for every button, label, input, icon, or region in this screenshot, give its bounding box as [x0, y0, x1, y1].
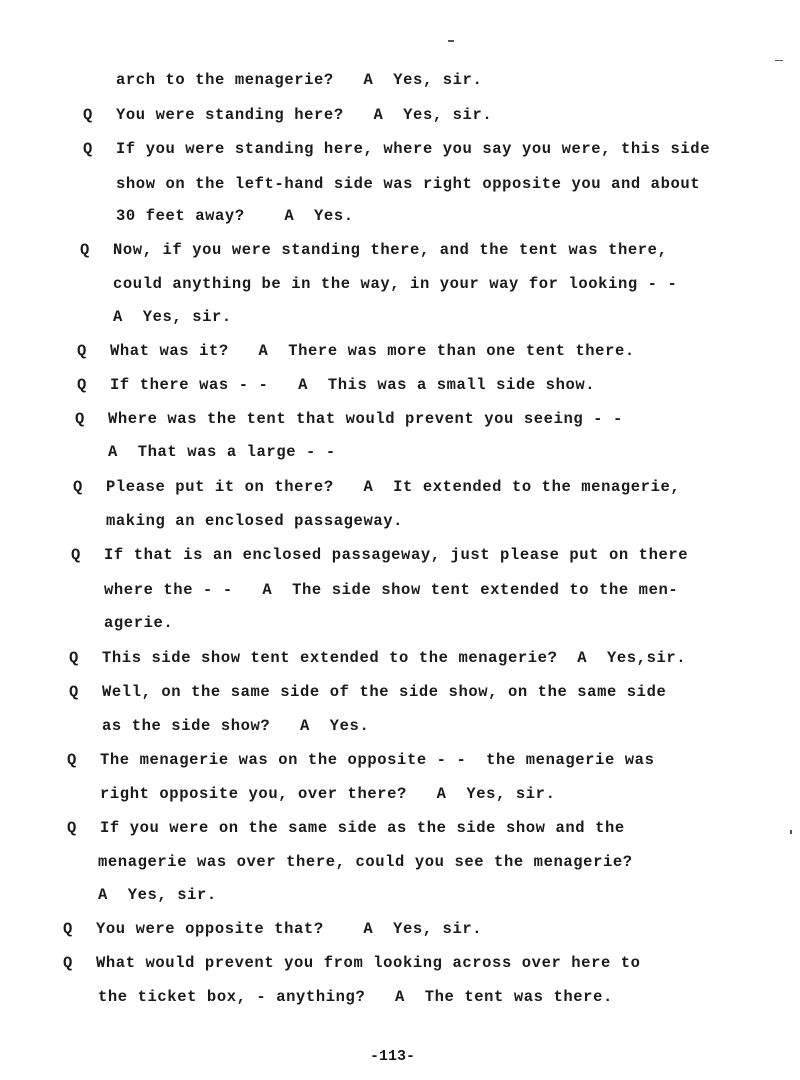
transcript-line: What would prevent you from looking across over here to: [96, 954, 641, 972]
transcript-line: 30 feet away? A Yes.: [116, 207, 354, 225]
transcript-line: What was it? A There was more than one tent there.: [110, 342, 635, 360]
transcript-line: If you were on the same side as the side show and the: [100, 819, 625, 837]
scan-speck: [775, 60, 783, 61]
question-marker: Q: [83, 106, 93, 124]
transcript-line: where the - - A The side show tent extended to the men-: [104, 581, 679, 599]
transcript-line: A Yes, sir.: [113, 308, 232, 326]
question-marker: Q: [63, 920, 73, 938]
transcript-line: the ticket box, - anything? A The tent was there.: [98, 988, 613, 1006]
transcript-line: arch to the menagerie? A Yes, sir.: [116, 71, 483, 89]
transcript-line: agerie.: [104, 614, 174, 632]
transcript-line: The menagerie was on the opposite - - the menagerie was: [100, 751, 655, 769]
question-marker: Q: [69, 649, 79, 667]
transcript-line: A That was a large - -: [108, 443, 336, 461]
page-number: -113-: [370, 1048, 416, 1065]
question-marker: Q: [80, 241, 90, 259]
transcript-line: You were standing here? A Yes, sir.: [116, 106, 493, 124]
question-marker: Q: [67, 751, 77, 769]
transcript-line: Please put it on there? A It extended to the menagerie,: [106, 478, 681, 496]
transcript-line: If there was - - A This was a small side show.: [110, 376, 596, 394]
question-marker: Q: [83, 140, 93, 158]
transcript-line: Now, if you were standing there, and the tent was there,: [113, 241, 668, 259]
question-marker: Q: [77, 376, 87, 394]
transcript-line: menagerie was over there, could you see the menagerie?: [98, 853, 633, 871]
transcript-line: If that is an enclosed passageway, just please put on there: [104, 546, 689, 564]
transcript-line: A Yes, sir.: [98, 886, 217, 904]
transcript-line: You were opposite that? A Yes, sir.: [96, 920, 483, 938]
question-marker: Q: [67, 819, 77, 837]
question-marker: Q: [75, 410, 85, 428]
question-marker: Q: [77, 342, 87, 360]
question-marker: Q: [63, 954, 73, 972]
question-marker: Q: [69, 683, 79, 701]
question-marker: Q: [73, 478, 83, 496]
transcript-line: Where was the tent that would prevent you seeing - -: [108, 410, 623, 428]
transcript-line: as the side show? A Yes.: [102, 717, 370, 735]
question-marker: Q: [71, 546, 81, 564]
transcript-line: could anything be in the way, in your way for looking - -: [113, 275, 678, 293]
transcript-line: If you were standing here, where you say you were, this side: [116, 140, 711, 158]
scan-speck: [448, 40, 454, 42]
transcript-line: right opposite you, over there? A Yes, sir.: [100, 785, 556, 803]
transcript-line: making an enclosed passageway.: [106, 512, 404, 530]
transcript-line: This side show tent extended to the menagerie? A Yes,sir.: [102, 649, 687, 667]
scan-speck: [790, 830, 792, 834]
transcript-line: show on the left-hand side was right opposite you and about: [116, 175, 701, 193]
transcript-line: Well, on the same side of the side show, on the same side: [102, 683, 667, 701]
